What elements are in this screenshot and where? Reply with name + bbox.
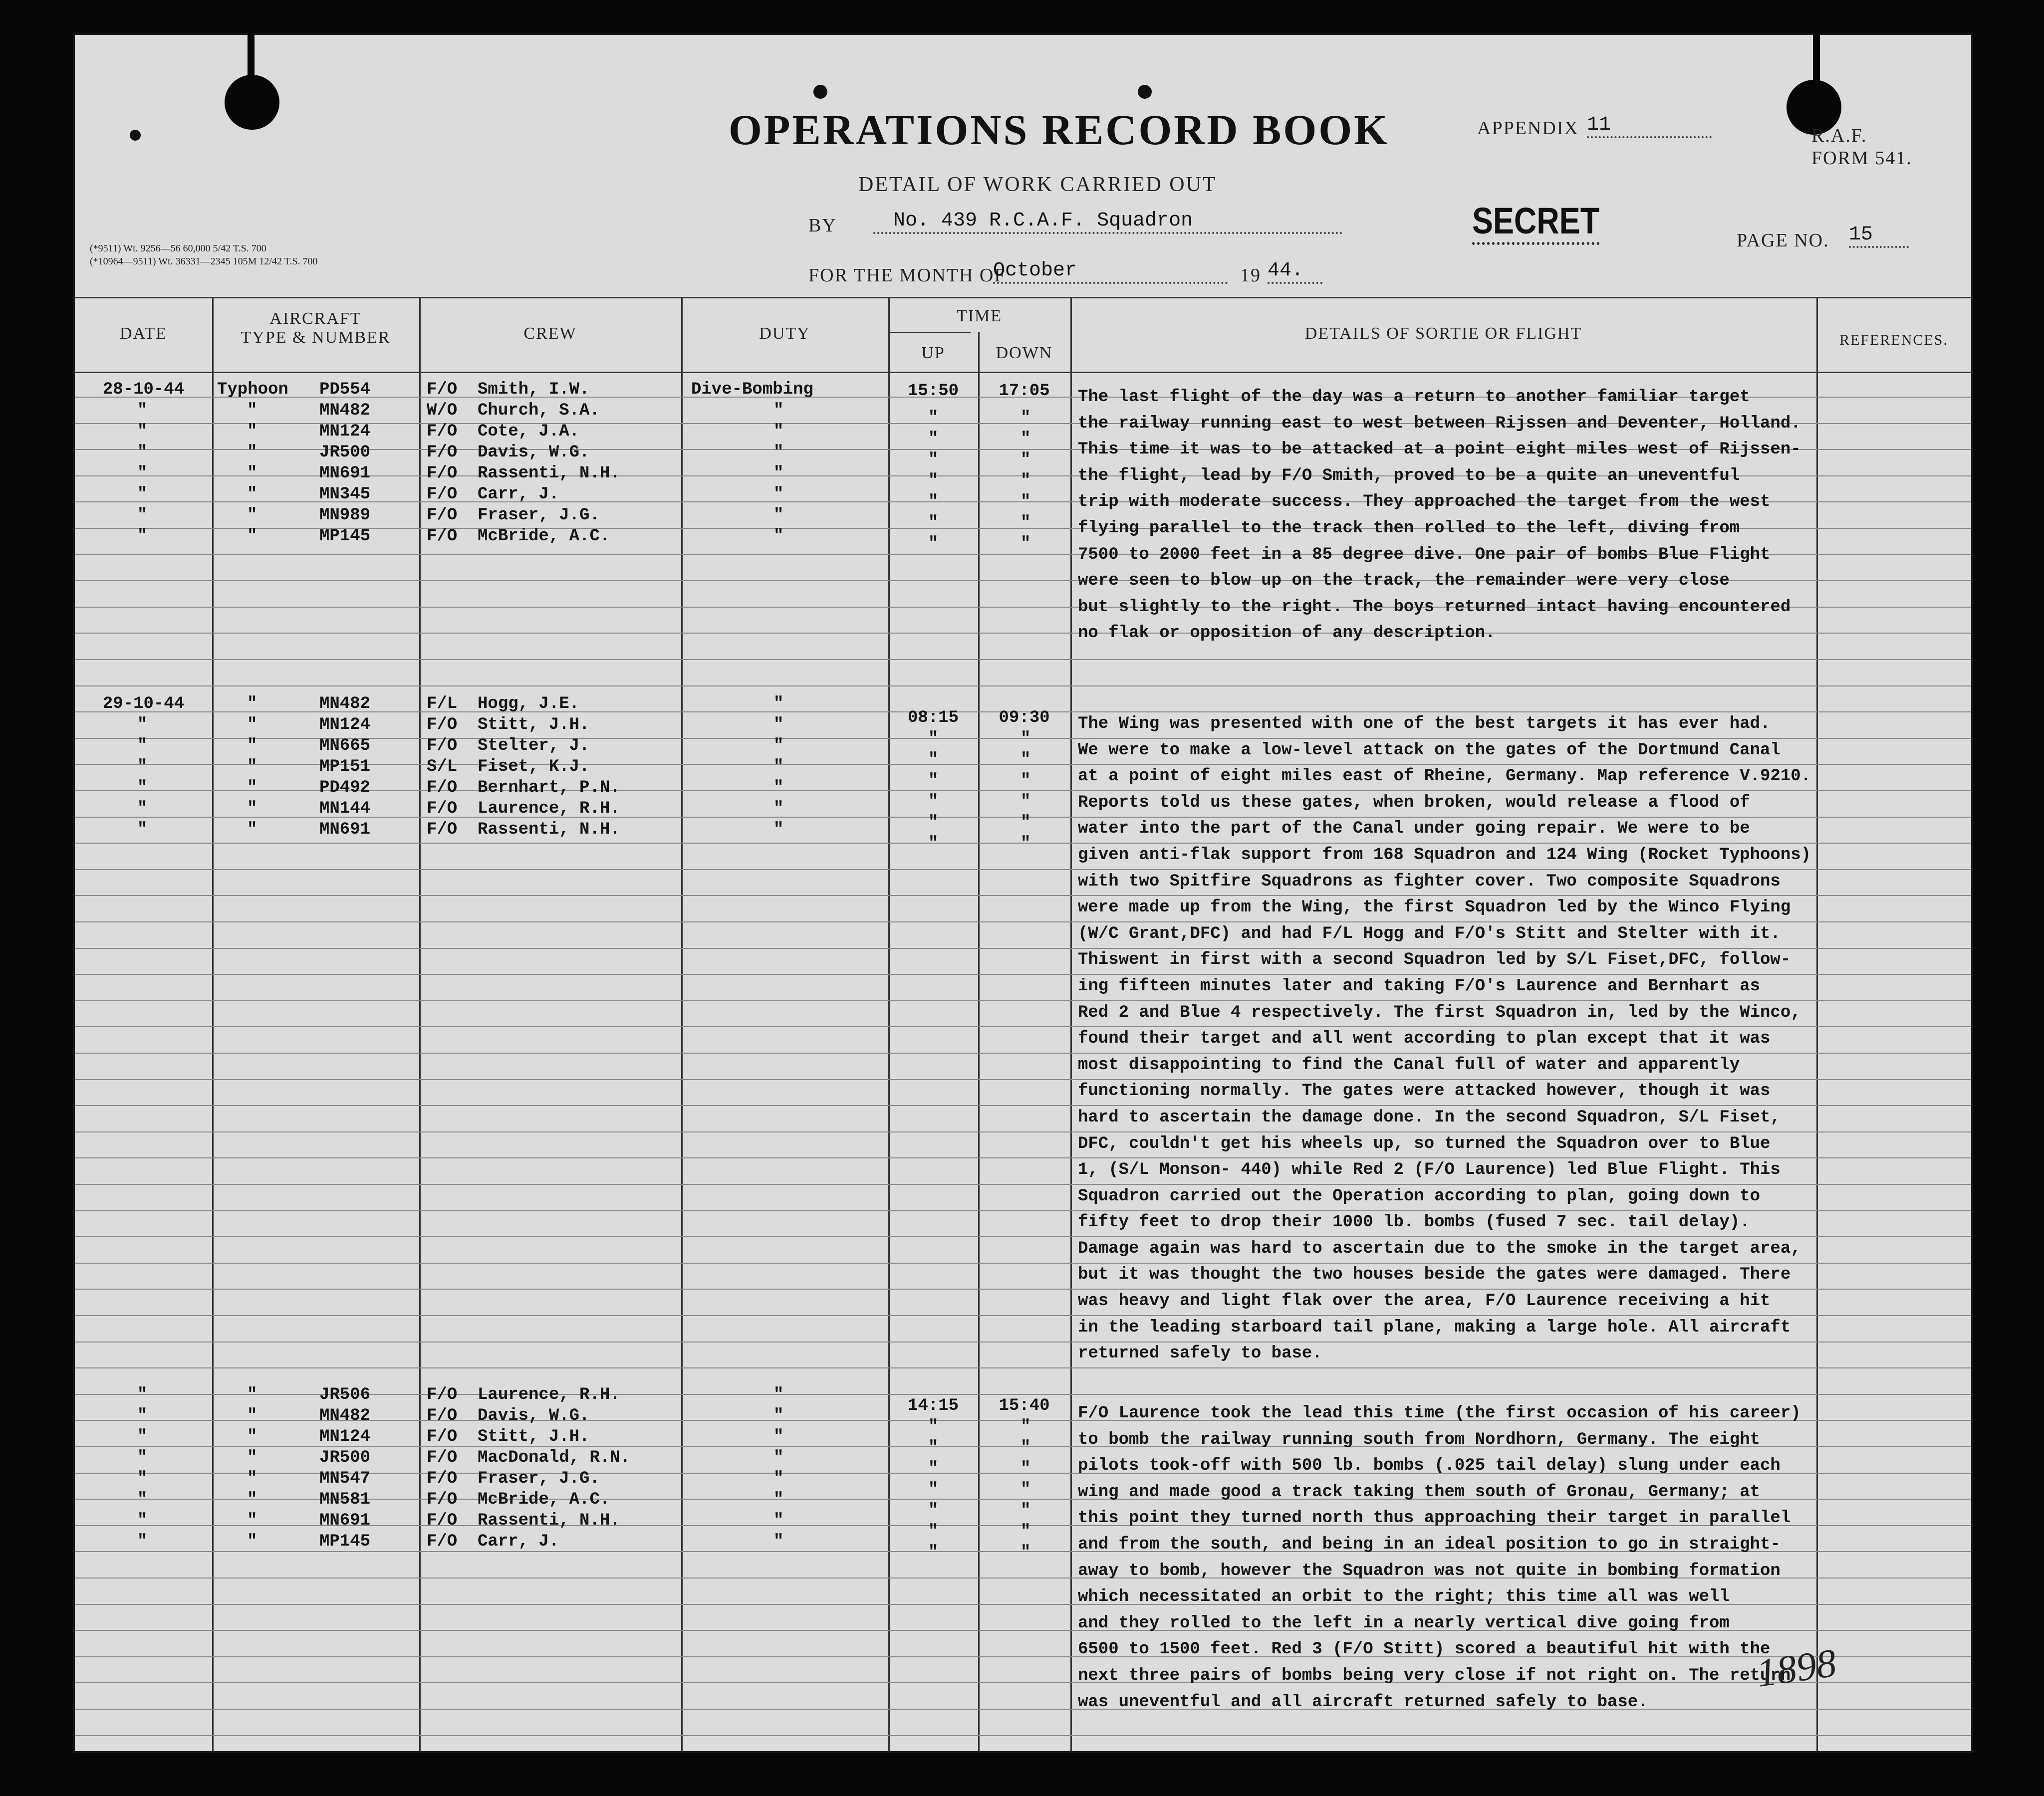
- ditto-mark: ": [247, 1469, 257, 1488]
- ditto-mark: ": [773, 1385, 784, 1404]
- punch-stem-right: [1813, 0, 1820, 85]
- crew-member: F/O MacDonald, R.N.: [427, 1448, 631, 1467]
- by-label: BY: [808, 215, 837, 236]
- ruled-line: [75, 685, 1971, 686]
- ditto-mark: ": [247, 778, 257, 797]
- squadron-value: No. 439 R.C.A.F. Squadron: [873, 210, 1342, 234]
- crew-member: F/O Rassenti, N.H.: [427, 820, 620, 839]
- ditto-mark: ": [928, 813, 939, 832]
- page-number-label: PAGE NO.: [1737, 230, 1829, 251]
- entry-3-time-up: 14:15: [907, 1396, 959, 1415]
- ditto-mark: ": [137, 1469, 148, 1488]
- aircraft-number: MN691: [319, 464, 371, 483]
- ditto-mark: ": [137, 1385, 148, 1404]
- ditto-mark: ": [137, 401, 148, 420]
- entry-1-duty: Dive-Bombing: [691, 380, 813, 399]
- ditto-mark: ": [247, 757, 257, 776]
- col-header-references: REFERENCES.: [1839, 332, 1948, 348]
- ditto-mark: ": [137, 1511, 148, 1530]
- entry-2-aircraft-list: [319, 691, 419, 843]
- ditto-mark: ": [773, 1490, 784, 1509]
- appendix-value: 11: [1587, 114, 1712, 138]
- ditto-mark: ": [137, 464, 148, 483]
- ditto-mark: ": [928, 792, 939, 811]
- ditto-mark: ": [247, 820, 257, 839]
- ditto-mark: ": [1021, 1543, 1031, 1562]
- page-subtitle: DETAIL OF WORK CARRIED OUT: [858, 173, 1217, 196]
- col-border: [681, 297, 683, 1751]
- aircraft-number: PD492: [319, 778, 371, 797]
- aircraft-number: MN124: [319, 715, 371, 734]
- ditto-mark: ": [137, 757, 148, 776]
- ditto-mark: ": [137, 778, 148, 797]
- ditto-mark: ": [247, 1406, 257, 1425]
- col-border: [419, 297, 421, 1751]
- crew-member: W/O Church, S.A.: [427, 401, 600, 420]
- aircraft-number: MN482: [319, 694, 371, 713]
- ditto-mark: ": [247, 506, 257, 525]
- col-border: [888, 297, 890, 1751]
- ditto-mark: ": [928, 1459, 939, 1478]
- table-header-border: [75, 372, 1971, 373]
- ditto-mark: ": [137, 485, 148, 504]
- aircraft-number: MN691: [319, 1511, 371, 1530]
- ditto-mark: ": [928, 534, 939, 553]
- ditto-mark: ": [928, 492, 939, 511]
- aircraft-number: MN581: [319, 1490, 371, 1509]
- entry-3-crew-list: [427, 1382, 681, 1555]
- col-header-up: UP: [921, 344, 945, 362]
- ditto-mark: ": [928, 471, 939, 490]
- aircraft-number: MP145: [319, 527, 371, 546]
- ditto-mark: ": [137, 1448, 148, 1467]
- ditto-mark: ": [1021, 729, 1031, 748]
- crew-member: F/O Carr, J.: [427, 1532, 559, 1551]
- ditto-mark: ": [928, 1501, 939, 1520]
- entry-2-details: The Wing was presented with one of the best targets it has ever had. We were to make a low-level attack on the gates of the Dortmund Canal at a point of eight miles east of Rheine, Germany. Map reference V.9210. Reports told us these gates, when broken, would release a flood of water into the part of the Canal under going repair. We were to be given anti-flak support from 168 Squadron and 124 Wing (Rocket Typhoons) with two Spitfire Squadrons as fighter cover. Two composite Squadrons were made up from the Wing, the first Squadron led by the Winco Flying (W/C Grant,DFC) and had F/L Hogg and F/O's Stitt and Stelter with it. Thiswent in first with a second Squadron led by S/L Fiset,DFC, follow- ing fifteen minutes later and taking F/O's Laurence and Bernhart as Red 2 and Blue 4 respectively. The first Squadron in, led by the Winco, found their target and all went according to plan except that it was most disappointing to find the Canal full of water and apparently functioning normally. The gates were attacked however, though it was hard to ascertain the damage done. In the second Squadron, S/L Fiset, DFC, couldn't get his wheels up, so turned the Squadron over to Blue 1, (S/L Monson- 440) while Red 2 (F/O Laurence) led Blue Flight. This Squadron carried out the Operation according to plan, going down to fifty feet to drop their 1000 lb. bombs (fused 7 sec. tail delay). Damage again was hard to ascertain due to the smoke in the target area, but it was thought the two houses beside the gates were damaged. There was heavy and light flak over the area, F/O Laurence receiving a hit in the leading starboard tail plane, making a large hole. All aircraft returned safely to base.: [1078, 714, 1811, 1363]
- ditto-mark: ": [247, 799, 257, 818]
- aircraft-number: JR506: [319, 1385, 371, 1404]
- entry-2-time-up: 08:15: [907, 708, 959, 727]
- col-border: [212, 297, 214, 1751]
- ditto-mark: ": [773, 401, 784, 420]
- ditto-mark: ": [773, 1427, 784, 1446]
- ditto-mark: ": [773, 715, 784, 734]
- ditto-mark: ": [773, 820, 784, 839]
- year-value: 44.: [1268, 259, 1322, 284]
- ditto-mark: ": [247, 1448, 257, 1467]
- crew-member: F/O Bernhart, P.N.: [427, 778, 620, 797]
- ditto-mark: ": [928, 430, 939, 449]
- print-code-1: (*9511) Wt. 9256—56 60,000 5/42 T.S. 700: [90, 243, 266, 254]
- ditto-mark: ": [1021, 771, 1031, 790]
- year-prefix: 19: [1240, 265, 1261, 286]
- aircraft-number: MN482: [319, 401, 371, 420]
- entry-3-aircraft-list: [319, 1382, 419, 1555]
- ditto-mark: ": [928, 729, 939, 748]
- aircraft-number: MN124: [319, 422, 371, 441]
- punch-hole-left: [225, 75, 279, 130]
- secret-stamp: SECRET: [1472, 200, 1599, 245]
- ditto-mark: ": [928, 750, 939, 769]
- aircraft-number: JR500: [319, 1448, 371, 1467]
- col-header-aircraft: AIRCRAFT TYPE & NUMBER: [241, 309, 391, 347]
- punch-stem-left: [248, 0, 255, 80]
- aircraft-number: MP151: [319, 757, 371, 776]
- aircraft-number: MN482: [319, 1406, 371, 1425]
- ditto-mark: ": [137, 527, 148, 546]
- ditto-mark: ": [1021, 834, 1031, 853]
- ditto-mark: ": [1021, 1459, 1031, 1478]
- ditto-mark: ": [247, 694, 257, 713]
- ditto-mark: ": [928, 1417, 939, 1436]
- col-header-down: DOWN: [996, 344, 1053, 362]
- entry-2-time-down: 09:30: [999, 708, 1050, 727]
- ditto-mark: ": [1021, 1417, 1031, 1436]
- ditto-mark: ": [137, 715, 148, 734]
- col-header-details: DETAILS OF SORTIE OR FLIGHT: [1304, 324, 1582, 343]
- ditto-mark: ": [1021, 534, 1031, 553]
- ditto-mark: ": [1021, 1438, 1031, 1457]
- entry-1-type: Typhoon: [217, 380, 288, 399]
- ditto-mark: ": [928, 409, 939, 428]
- aircraft-number: MN144: [319, 799, 371, 818]
- aircraft-number: MN124: [319, 1427, 371, 1446]
- entry-3-time-down: 15:40: [999, 1396, 1050, 1415]
- ditto-mark: ": [928, 1438, 939, 1457]
- ink-dot: [130, 130, 141, 141]
- entry-1-aircraft-list: [319, 377, 419, 549]
- ditto-mark: ": [928, 1543, 939, 1562]
- ditto-mark: ": [928, 1522, 939, 1541]
- ditto-mark: ": [1021, 813, 1031, 832]
- ditto-mark: ": [1021, 450, 1031, 469]
- entry-1-date: 28-10-44: [102, 380, 185, 399]
- aircraft-number: MN691: [319, 820, 371, 839]
- table-top-border: [75, 297, 1971, 298]
- ditto-mark: ": [773, 485, 784, 504]
- entry-2-date: 29-10-44: [102, 694, 185, 713]
- ruled-line: [75, 659, 1971, 660]
- ditto-mark: ": [247, 1490, 257, 1509]
- ditto-mark: ": [247, 527, 257, 546]
- ditto-mark: ": [137, 1406, 148, 1425]
- ditto-mark: ": [137, 736, 148, 755]
- print-code-2: (*10964—9511) Wt. 36331—2345 105M 12/42 T.S. 700: [90, 256, 318, 267]
- ditto-mark: ": [247, 1427, 257, 1446]
- ditto-mark: ": [247, 401, 257, 420]
- crew-member: F/O Stelter, J.: [427, 736, 590, 755]
- crew-member: F/O Fraser, J.G.: [427, 506, 600, 525]
- entry-1-time-up: 15:50: [907, 382, 959, 401]
- ditto-mark: ": [928, 1480, 939, 1499]
- crew-member: F/O Laurence, R.H.: [427, 1385, 620, 1404]
- ink-dot: [1138, 85, 1152, 99]
- ditto-mark: ": [247, 485, 257, 504]
- ditto-mark: ": [247, 1511, 257, 1530]
- form-label-541: FORM 541.: [1811, 148, 1912, 169]
- ditto-mark: ": [247, 1532, 257, 1551]
- ditto-mark: ": [773, 1469, 784, 1488]
- col-border: [1070, 297, 1072, 1751]
- entry-1-time-down: 17:05: [999, 382, 1050, 401]
- ditto-mark: ": [928, 450, 939, 469]
- aircraft-number: MP145: [319, 1532, 371, 1551]
- ink-dot: [813, 85, 827, 99]
- ditto-mark: ": [137, 422, 148, 441]
- ditto-mark: ": [928, 834, 939, 853]
- entry-2-crew-list: [427, 691, 681, 843]
- ditto-mark: ": [928, 771, 939, 790]
- col-header-crew: CREW: [523, 324, 577, 343]
- crew-member: F/O Davis, W.G.: [427, 1406, 590, 1425]
- col-header-duty: DUTY: [759, 324, 810, 343]
- month-value: October: [993, 259, 1228, 284]
- crew-member: F/O Stitt, J.H.: [427, 1427, 590, 1446]
- ditto-mark: ": [773, 1532, 784, 1551]
- crew-member: F/O McBride, A.C.: [427, 527, 610, 546]
- sortie-table: [75, 297, 1971, 1751]
- ditto-mark: ": [247, 464, 257, 483]
- ditto-mark: ": [247, 443, 257, 462]
- ops-record-sheet: [75, 35, 1971, 1751]
- ditto-mark: ": [1021, 792, 1031, 811]
- handwritten-signature: 1898: [1754, 1641, 1839, 1696]
- ruled-line: [75, 1367, 1971, 1368]
- ditto-mark: ": [773, 757, 784, 776]
- crew-member: F/O McBride, A.C.: [427, 1490, 610, 1509]
- crew-member: F/O Rassenti, N.H.: [427, 464, 620, 483]
- col-border: [978, 332, 980, 1751]
- ditto-mark: ": [1021, 471, 1031, 490]
- ditto-mark: ": [773, 464, 784, 483]
- aircraft-number: MN547: [319, 1469, 371, 1488]
- ditto-mark: ": [1021, 409, 1031, 428]
- ditto-mark: ": [773, 694, 784, 713]
- entry-3-details: F/O Laurence took the lead this time (the first occasion of his career) to bomb the railway running south from Nordhorn, Germany. The eight pilots took-off with 500 lb. bombs (.025 tail delay) slung under each wing and made good a track taking them south of Gronau, Germany; at this point they turned north thus approaching their target in parallel and from the south, and being in an ideal position to go in straight- away to bomb, however the Squadron was not quite in bombing formation which necessitated an orbit to the right; this time all was well and they rolled to the left in a nearly vertical dive going from 6500 to 1500 feet. Red 3 (F/O Stitt) scored a beautiful hit with the next three pairs of bombs being very close if not right on. The return was uneventful and all aircraft returned safely to base.: [1078, 1404, 1801, 1712]
- time-subheader-border: [888, 332, 971, 333]
- aircraft-number: MN989: [319, 506, 371, 525]
- ditto-mark: ": [1021, 430, 1031, 449]
- appendix-label: APPENDIX: [1477, 118, 1579, 139]
- ditto-mark: ": [247, 1385, 257, 1404]
- ditto-mark: ": [247, 422, 257, 441]
- ditto-mark: ": [137, 820, 148, 839]
- entry-1-details: The last flight of the day was a return to another familiar target the railway running east to west between Rijssen and Deventer, Holland. This time it was to be attacked at a point eight miles west of Rijssen- the flight, lead by F/O Smith, proved to be a quite an uneventful trip with moderate success. They approached the target from the west flying parallel to the track then rolled to the left, diving from 7500 to 2000 feet in a 85 degree dive. One pair of bombs Blue Flight were seen to blow up on the track, the remainder were very close but slightly to the right. The boys returned intact having encountered no flak or opposition of any description.: [1078, 388, 1801, 643]
- entry-1-crew-list: [427, 377, 681, 549]
- col-header-date: DATE: [120, 324, 167, 343]
- ditto-mark: ": [1021, 750, 1031, 769]
- ditto-mark: ": [247, 736, 257, 755]
- ditto-mark: ": [773, 736, 784, 755]
- ditto-mark: ": [773, 506, 784, 525]
- ditto-mark: ": [137, 1490, 148, 1509]
- month-label: FOR THE MONTH OF: [808, 265, 1006, 286]
- ditto-mark: ": [137, 443, 148, 462]
- crew-member: F/O Cote, J.A.: [427, 422, 580, 441]
- crew-member: F/O Carr, J.: [427, 485, 559, 504]
- col-header-time: TIME: [956, 307, 1003, 325]
- ditto-mark: ": [928, 513, 939, 532]
- ditto-mark: ": [1021, 1501, 1031, 1520]
- ditto-mark: ": [773, 1511, 784, 1530]
- crew-member: S/L Fiset, K.J.: [427, 757, 590, 776]
- ditto-mark: ": [137, 799, 148, 818]
- crew-member: F/O Rassenti, N.H.: [427, 1511, 620, 1530]
- ditto-mark: ": [137, 506, 148, 525]
- ditto-mark: ": [773, 1406, 784, 1425]
- crew-member: F/O Stitt, J.H.: [427, 715, 590, 734]
- ditto-mark: ": [773, 778, 784, 797]
- ruled-line: [75, 1735, 1971, 1736]
- crew-member: F/L Hogg, J.E.: [427, 694, 580, 713]
- aircraft-number: PD554: [319, 380, 371, 399]
- page-title: OPERATIONS RECORD BOOK: [729, 106, 1389, 154]
- ditto-mark: ": [1021, 513, 1031, 532]
- aircraft-number: JR500: [319, 443, 371, 462]
- form-label-raf: R.A.F.: [1811, 125, 1867, 146]
- page-number-value: 15: [1849, 224, 1909, 248]
- crew-member: F/O Davis, W.G.: [427, 443, 590, 462]
- ditto-mark: ": [137, 1427, 148, 1446]
- crew-member: F/O Fraser, J.G.: [427, 1469, 600, 1488]
- crew-member: F/O Smith, I.W.: [427, 380, 590, 399]
- ditto-mark: ": [247, 715, 257, 734]
- aircraft-number: MN345: [319, 485, 371, 504]
- ditto-mark: ": [773, 443, 784, 462]
- crew-member: F/O Laurence, R.H.: [427, 799, 620, 818]
- ditto-mark: ": [773, 1448, 784, 1467]
- ditto-mark: ": [137, 1532, 148, 1551]
- ditto-mark: ": [773, 799, 784, 818]
- aircraft-number: MN665: [319, 736, 371, 755]
- ditto-mark: ": [1021, 492, 1031, 511]
- ditto-mark: ": [1021, 1480, 1031, 1499]
- ditto-mark: ": [773, 422, 784, 441]
- ditto-mark: ": [1021, 1522, 1031, 1541]
- ditto-mark: ": [773, 527, 784, 546]
